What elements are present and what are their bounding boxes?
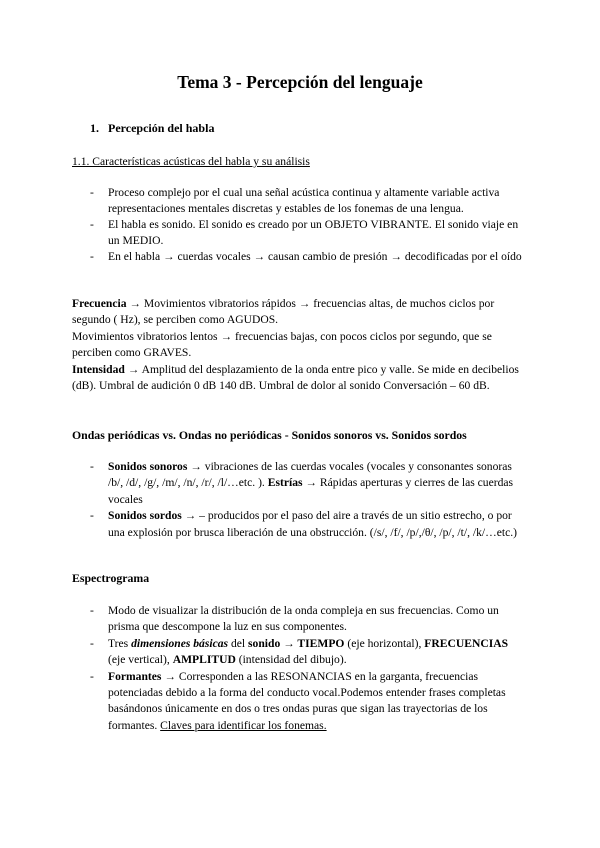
intro-list bbox=[90, 185, 522, 265]
ondas-heading: Ondas periódicas vs. Ondas no periódicas - Sonidos sonoros vs. Sonidos sordos bbox=[72, 428, 467, 442]
list-item: - El habla es sonido. El sonido es creado por un OBJETO VIBRANTE. El sonido viaje en un MEDIO. bbox=[90, 218, 519, 247]
intensity-paragraph: Intensidad → Amplitud del desplazamiento de la onda entre pico y valle. Se mide en decibelios (dB). Umbral de audición 0 dB 140 dB. Umbral de dolor al sonido Conversación – 60 dB. bbox=[72, 362, 519, 393]
espectrograma-list bbox=[90, 603, 522, 734]
subsection-heading: 1.1. Características acústicas del habla y su análisis bbox=[72, 155, 310, 168]
section-number: 1. bbox=[90, 121, 99, 135]
frequency-paragraph: Frecuencia → Movimientos vibratorios rápidos → frecuencias altas, de muchos ciclos por segundo ( Hz), se perciben como AGUDOS. bbox=[72, 297, 495, 327]
frequency-paragraph-2: Movimientos vibratorios lentos → frecuencias bajas, con pocos ciclos por segundo, que se perciben como GRAVES. bbox=[72, 329, 492, 360]
page-title: Tema 3 - Percepción del lenguaje bbox=[177, 72, 423, 92]
list-item: - Sonidos sordos → – producidos por el paso del aire a través de un sitio estrecho, o por una explosión por brusca liberación de una obstrucción. (/s/, /f/, /p/,/θ/, /p/, /t/, /k/…etc.) bbox=[90, 509, 517, 539]
ondas-list bbox=[90, 459, 522, 541]
frequency-block bbox=[72, 296, 522, 394]
list-item: - Sonidos sonoros → vibraciones de las cuerdas vocales (vocales y consonantes sonoras /b/, /d/, /g/, /m/, /n/, /r/, /l/…etc. ). Estrías → Rápidas aperturas y cierres de las cuerdas vocales bbox=[90, 460, 514, 506]
section-label: Percepción del habla bbox=[108, 121, 215, 135]
list-item: - En el habla → cuerdas vocales → causan cambio de presión → decodificadas por el oído bbox=[90, 250, 522, 263]
section-heading bbox=[90, 121, 214, 136]
list-item: - Tres dimensiones básicas del sonido → TIEMPO (eje horizontal), FRECUENCIAS (eje vertical), AMPLITUD (intensidad del dibujo). bbox=[90, 636, 509, 667]
list-item: - Proceso complejo por el cual una señal acústica continua y altamente variable activa representaciones mentales discretas y estables de los fonemas de una lengua. bbox=[90, 186, 500, 215]
espectrograma-heading: Espectrograma bbox=[72, 571, 150, 585]
list-item: - Modo de visualizar la distribución de la onda compleja en sus frecuencias. Como un prisma que descompone la luz en sus componentes. bbox=[90, 604, 499, 634]
list-item: - Formantes → Corresponden a las RESONANCIAS en la garganta, frecuencias potenciadas debido a la forma del conducto vocal.Podemos entender frases completas basándonos únicamente en dos o tres ondas puras que sigan las trayectorias de los formantes. Claves para identificar los fonemas. bbox=[90, 669, 506, 732]
